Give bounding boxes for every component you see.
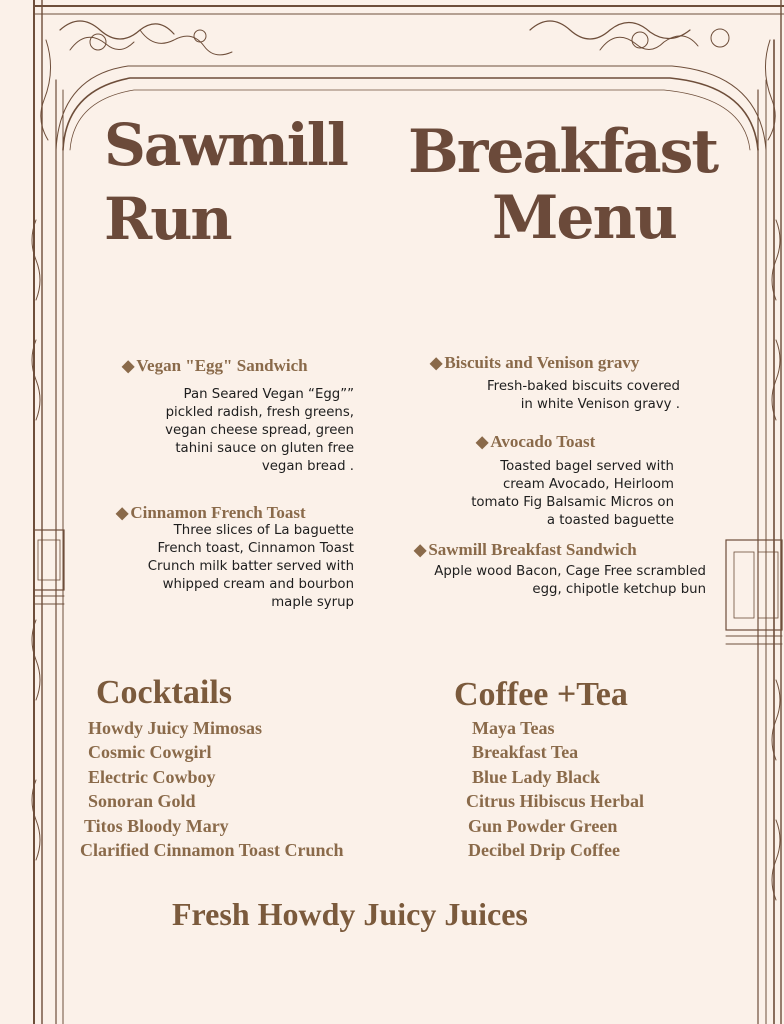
item-title-biscuits-venison-gravy: ◆ Biscuits and Venison gravy [430, 353, 640, 372]
item-title-vegan-egg-sandwich: ◆ Vegan "Egg" Sandwich [122, 356, 308, 375]
item-title-cinnamon-french-toast: ◆ Cinnamon French Toast [116, 503, 306, 522]
diamond-icon: ◆ [430, 355, 443, 372]
list-item: Cosmic Cowgirl [88, 742, 212, 763]
list-item: Howdy Juicy Mimosas [88, 718, 263, 738]
diamond-icon: ◆ [116, 505, 129, 522]
diamond-icon: ◆ [414, 542, 427, 559]
item-desc-avocado-toast: Toasted bagel served with cream Avocado, Heirloom tomato Fig Balsamic Micros on a toasted baguette [471, 459, 674, 528]
item-title-sawmill-breakfast-sandwich: ◆ Sawmill Breakfast Sandwich [414, 540, 637, 559]
fresh-juices-heading: Fresh Howdy Juicy Juices [172, 896, 528, 932]
list-item: Clarified Cinnamon Toast Crunch [80, 839, 344, 860]
item-desc-cinnamon-french-toast: Three slices of La baguette French toast, Cinnamon Toast Crunch milk batter served with whipped cream and bourbon maple syrup [147, 523, 354, 610]
title-run: Run [104, 185, 231, 253]
list-item: Blue Lady Black [472, 766, 601, 787]
list-item: Citrus Hibiscus Herbal [466, 791, 645, 812]
title-menu: Menu [492, 183, 676, 253]
item-desc-biscuits-venison-gravy: Fresh-baked biscuits covered in white Venison gravy . [486, 379, 680, 412]
list-item: Maya Teas [472, 718, 555, 738]
list-item: Electric Cowboy [88, 766, 216, 787]
list-item: Breakfast Tea [472, 742, 579, 763]
diamond-icon: ◆ [122, 358, 135, 375]
list-item: Sonoran Gold [88, 791, 196, 812]
cocktails-heading: Cocktails [96, 674, 232, 711]
title-sawmill: Sawmill [104, 111, 347, 179]
item-desc-sawmill-breakfast-sandwich: Apple wood Bacon, Cage Free scrambled egg, chipotle ketchup bun [434, 564, 706, 597]
list-item: Gun Powder Green [468, 815, 618, 836]
list-item: Titos Bloody Mary [84, 815, 229, 836]
title-breakfast: Breakfast [408, 117, 718, 187]
diamond-icon: ◆ [476, 434, 489, 451]
list-item: Decibel Drip Coffee [468, 839, 620, 860]
item-title-avocado-toast: ◆ Avocado Toast [476, 432, 596, 451]
item-desc-vegan-egg-sandwich: Pan Seared Vegan “Egg”” pickled radish, fresh greens, vegan cheese spread, green tahini sauce on gluten free vegan bread . [165, 387, 354, 474]
coffee-tea-heading: Coffee +Tea [454, 676, 628, 713]
cocktails-list [80, 716, 344, 862]
coffee-tea-list [466, 716, 644, 862]
